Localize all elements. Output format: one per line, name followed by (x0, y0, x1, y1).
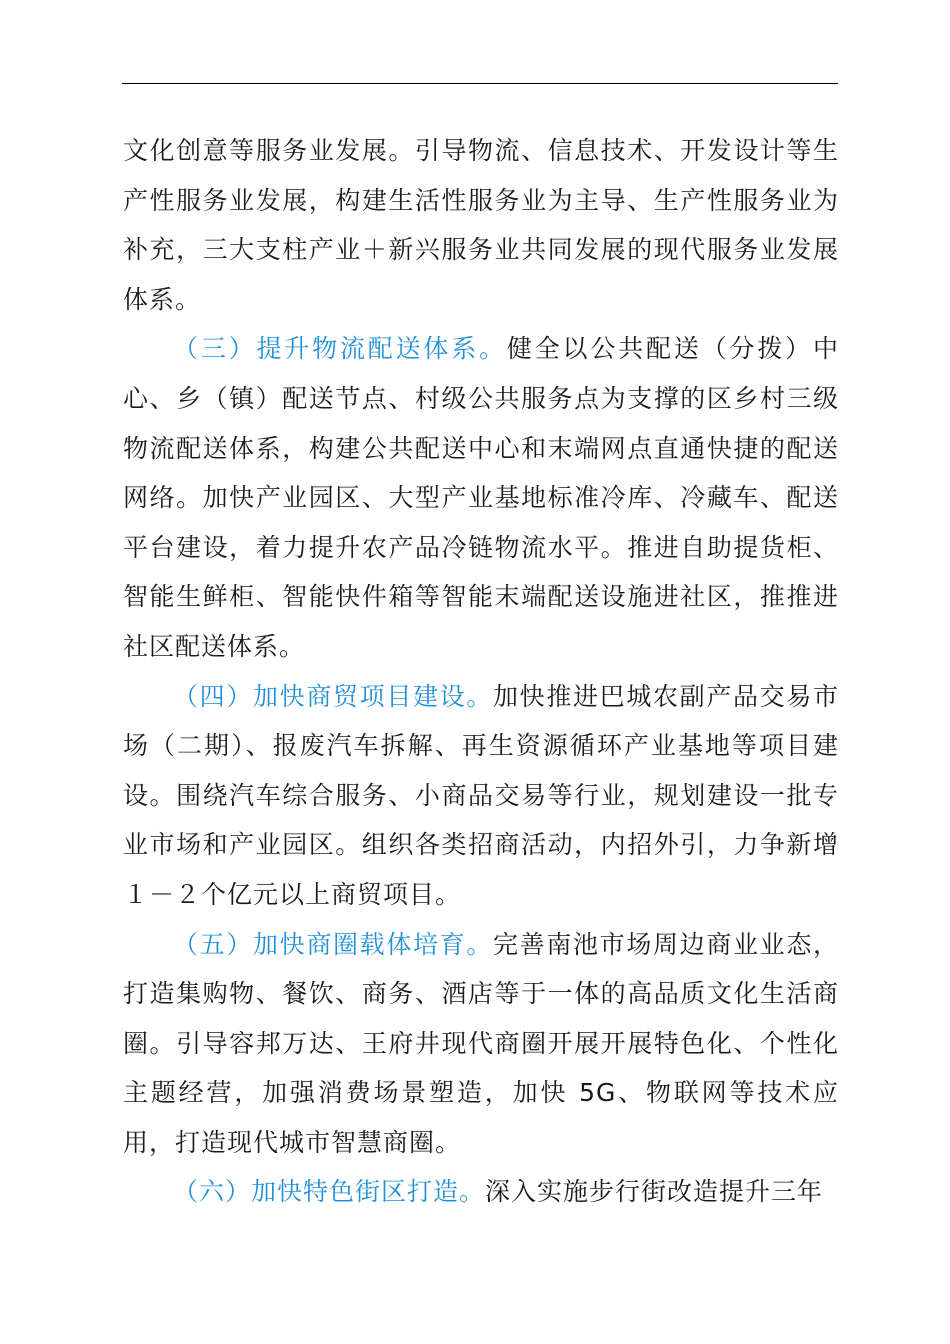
section-heading-featured-streets: （六）加快特色街区打造。 (173, 1177, 486, 1207)
section-heading-trade-projects: （四）加快商贸项目建设。 (173, 681, 493, 711)
section-heading-business-district: （五）加快商圈载体培育。 (173, 929, 493, 959)
paragraph-text: 文化创意等服务业发展。引导物流、信息技术、开发设计等生产性服务业发展，构建生活性服务业为主导、生产性服务业为补充，三大支柱产业＋新兴服务业共同发展的现代服务业发展体系。 (123, 136, 839, 314)
paragraph-logistics (123, 324, 839, 671)
header-rule (122, 83, 838, 84)
paragraph-text: 完善南池市场周边商业业态，打造集购物、餐饮、商务、酒店等于一体的高品质文化生活商圈。引导容邦万达、王府井现代商圈开展开展特色化、个性化主题经营，加强消费场景塑造，加快 5G、物联网等技术应用，打造现代城市智慧商圈。 (123, 929, 839, 1157)
paragraph-featured-streets (123, 1167, 839, 1217)
paragraph-service-industry (123, 126, 839, 324)
paragraph-trade-projects (123, 672, 839, 920)
paragraph-business-district (123, 920, 839, 1168)
paragraph-text: 加快推进巴城农副产品交易市场（二期）、报废汽车拆解、再生资源循环产业基地等项目建设。围绕汽车综合服务、小商品交易等行业，规划建设一批专业市场和产业园区。组织各类招商活动，内招外引，力争新增１－２个亿元以上商贸项目。 (123, 681, 839, 909)
paragraph-text: 深入实施步行街改造提升三年 (485, 1177, 824, 1207)
paragraph-text: 健全以公共配送（分拨）中心、乡（镇）配送节点、村级公共服务点为支撑的区乡村三级物流配送体系，构建公共配送中心和末端网点直通快捷的配送网络。加快产业园区、大型产业基地标准冷库、冷藏车、配送平台建设，着力提升农产品冷链物流水平。推进自助提货柜、智能生鲜柜、智能快件箱等智能末端配送设施进社区，推推进社区配送体系。 (123, 334, 839, 661)
section-heading-logistics: （三）提升物流配送体系。 (173, 334, 507, 364)
document-body (123, 126, 839, 1217)
